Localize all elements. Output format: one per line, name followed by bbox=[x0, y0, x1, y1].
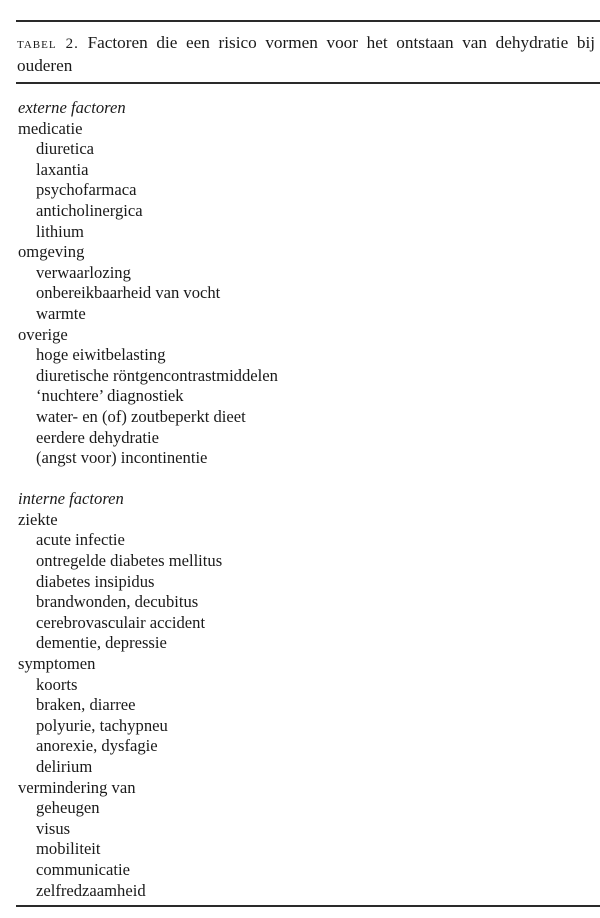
list-item: visus bbox=[36, 818, 71, 838]
list-item: laxantia bbox=[36, 159, 89, 179]
list-item: polyurie, tachypneu bbox=[36, 715, 168, 735]
section-gap bbox=[18, 469, 578, 490]
top-rule bbox=[16, 20, 600, 22]
list-item: anticholinergica bbox=[36, 200, 143, 220]
list-item: diuretische röntgencontrastmiddelen bbox=[36, 365, 278, 385]
table-label: tabel 2. bbox=[17, 36, 79, 52]
list-item: diuretica bbox=[36, 139, 95, 159]
list-item: delirium bbox=[36, 757, 93, 776]
list-item: (angst voor) incontinentie bbox=[36, 448, 208, 468]
list-item: verwaarlozing bbox=[36, 262, 131, 282]
table-body bbox=[18, 98, 578, 901]
group-heading: medicatie bbox=[18, 118, 83, 138]
list-item: eerdere dehydratie bbox=[36, 427, 159, 447]
list-item: cerebrovasculair accident bbox=[36, 612, 206, 632]
table-title: Factoren die een risico vormen voor het ontstaan van dehydratie bij ouderen bbox=[17, 33, 596, 75]
list-item: lithium bbox=[36, 221, 84, 241]
list-item: braken, diarree bbox=[36, 695, 136, 715]
list-item: communicatie bbox=[36, 859, 130, 879]
list-item: zelfredzaamheid bbox=[36, 880, 146, 900]
group-heading: omgeving bbox=[18, 242, 85, 262]
list-item: acute infectie bbox=[36, 530, 125, 550]
list-item: brandwonden, decubitus bbox=[36, 592, 199, 612]
list-item: diabetes insipidus bbox=[36, 571, 155, 591]
list-item: anorexie, dysfagie bbox=[36, 736, 158, 756]
table-caption bbox=[17, 32, 595, 76]
bottom-rule bbox=[16, 905, 600, 907]
list-item: mobiliteit bbox=[36, 839, 101, 859]
section-title: externe factoren bbox=[18, 98, 126, 117]
group-heading: overige bbox=[18, 324, 68, 344]
list-item: geheugen bbox=[36, 798, 100, 818]
list-item: koorts bbox=[36, 674, 78, 694]
list-item: warmte bbox=[36, 303, 86, 323]
list-item: ‘nuchtere’ diagnostiek bbox=[36, 386, 184, 406]
group-heading: symptomen bbox=[18, 654, 96, 674]
list-item: psychofarmaca bbox=[36, 180, 137, 200]
group-heading: vermindering van bbox=[18, 777, 136, 797]
list-item: onbereikbaarheid van vocht bbox=[36, 283, 221, 303]
list-item: water- en (of) zoutbeperkt dieet bbox=[36, 406, 246, 426]
list-item: ontregelde diabetes mellitus bbox=[36, 551, 223, 571]
caption-rule bbox=[16, 82, 600, 84]
section-title: interne factoren bbox=[18, 489, 124, 509]
list-item: hoge eiwitbelasting bbox=[36, 345, 166, 365]
group-heading: ziekte bbox=[18, 509, 58, 529]
list-item: dementie, depressie bbox=[36, 633, 167, 653]
